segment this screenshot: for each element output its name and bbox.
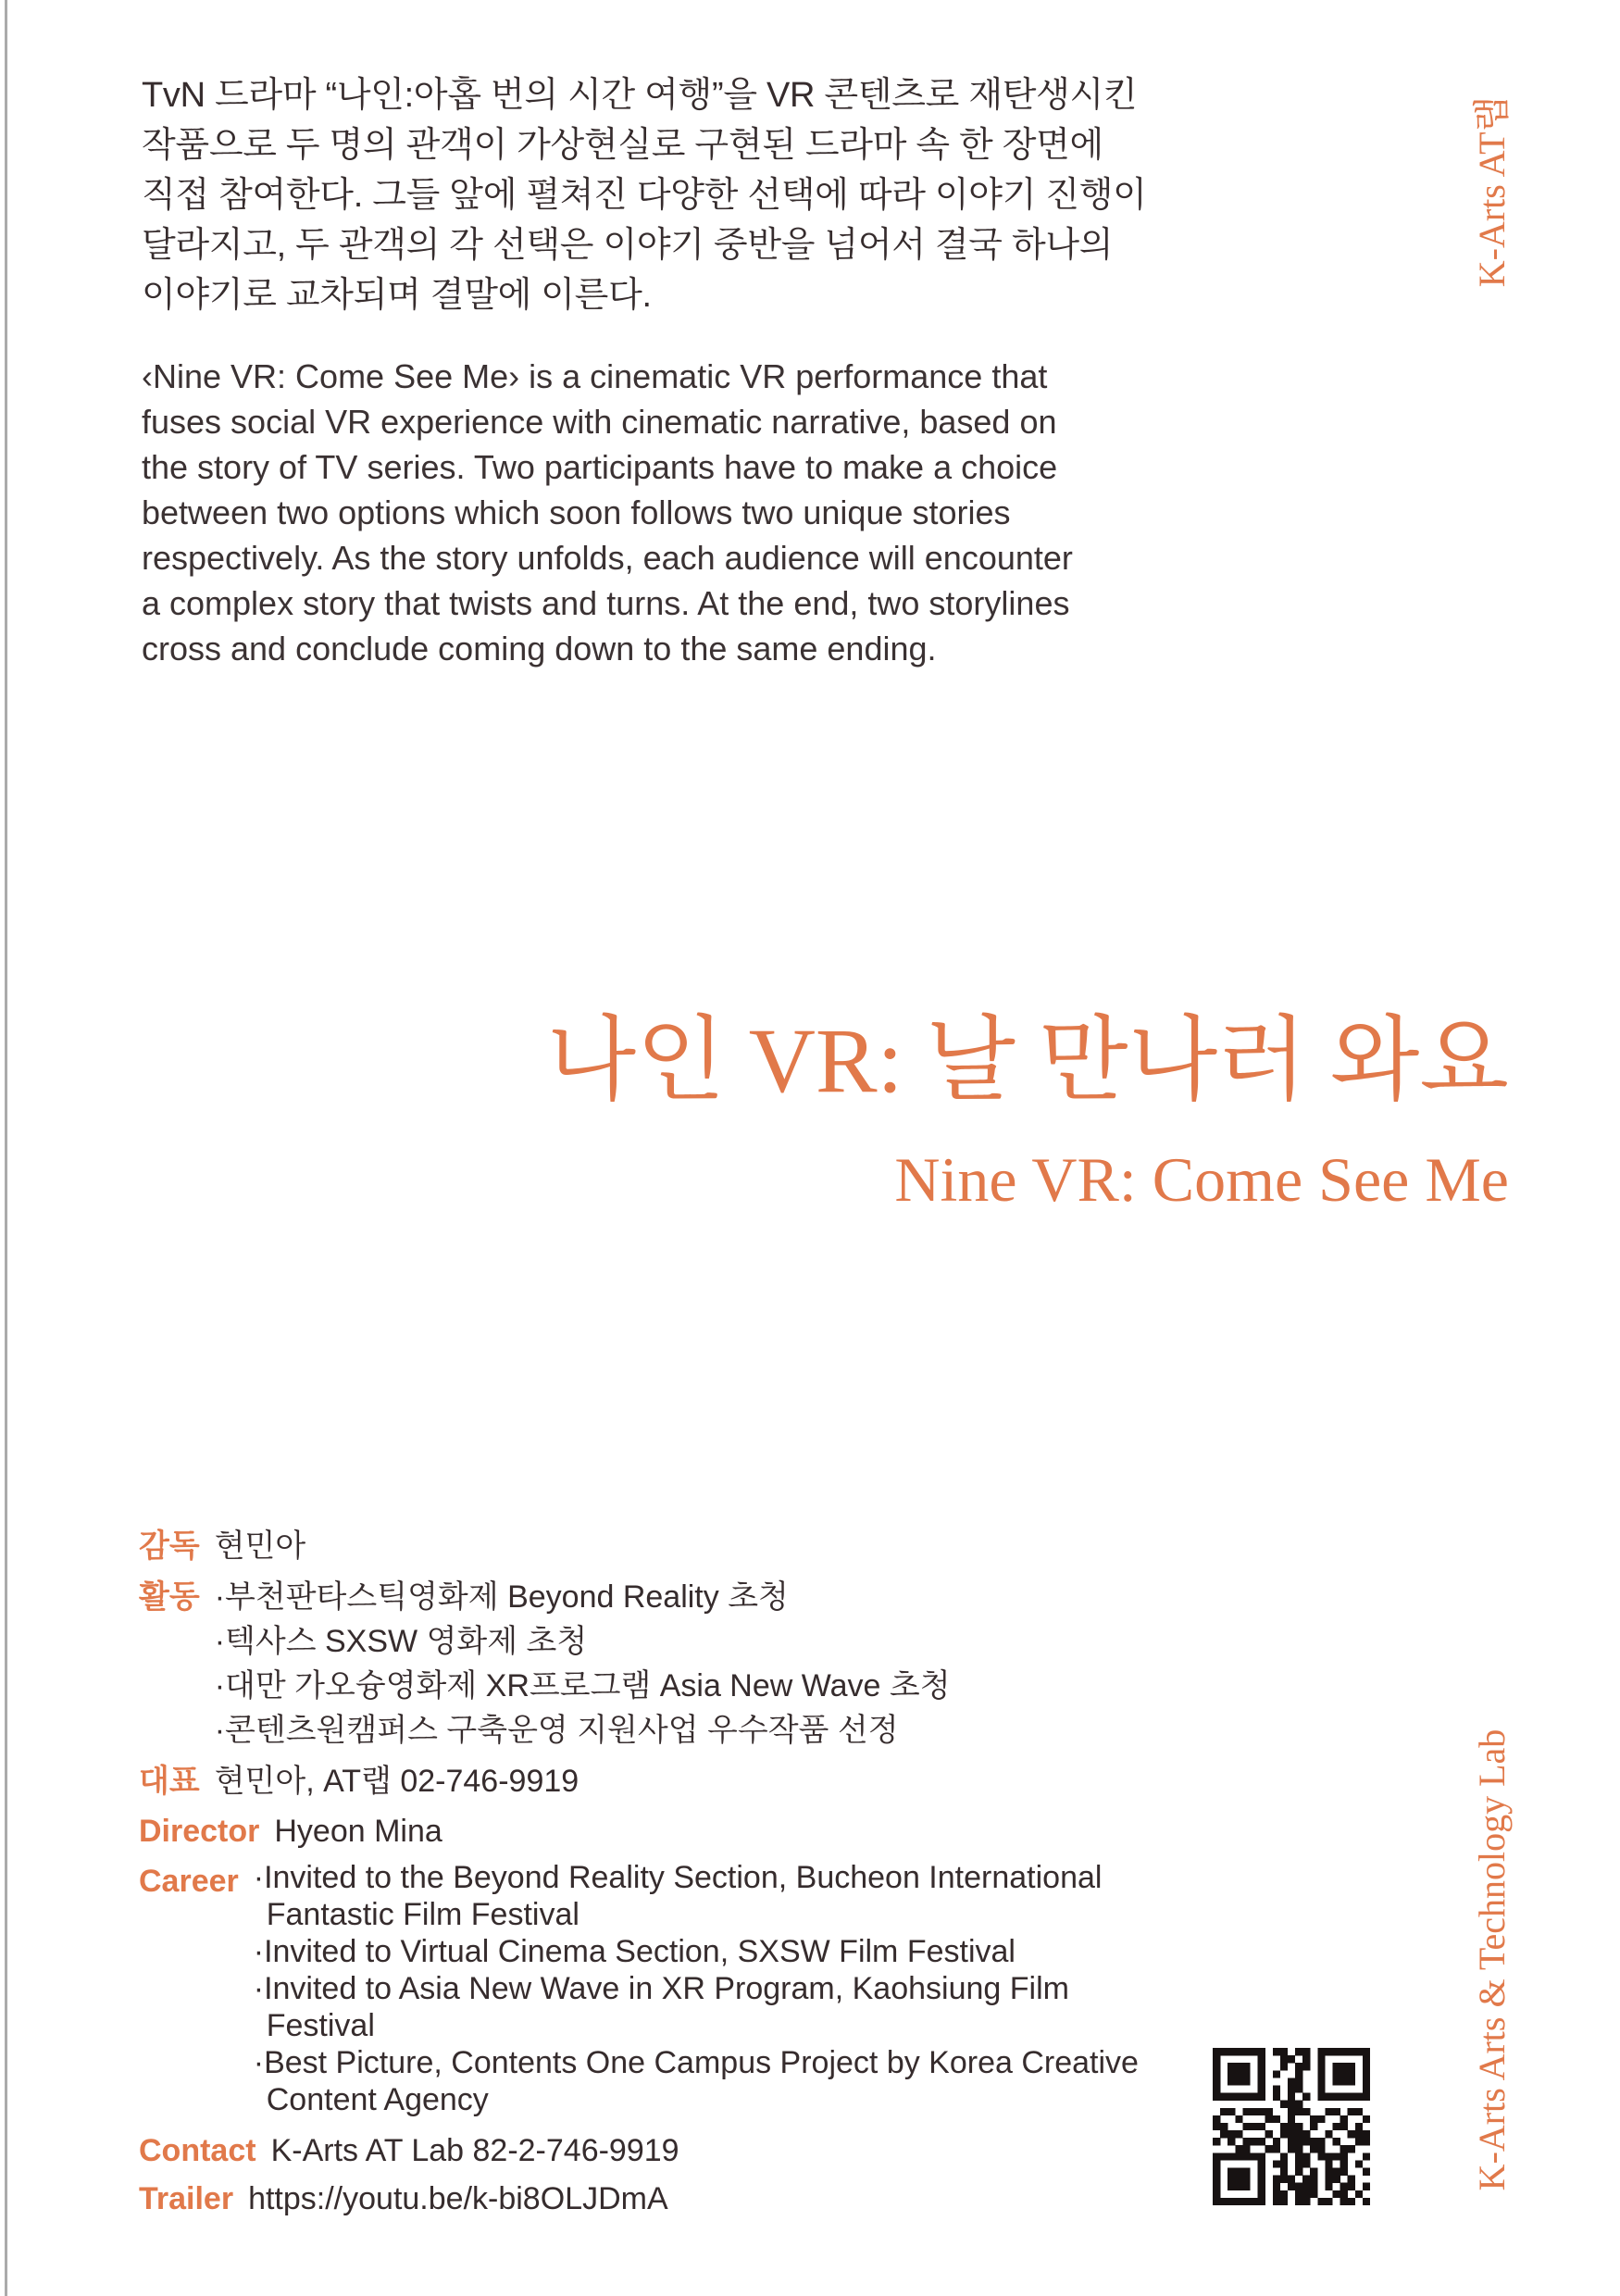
credit-line: Festival [266,2008,375,2043]
credit-value [215,1524,306,1568]
vertical-label-karts-arts-technology-lab: K-Arts Arts & Technology Lab [1471,1728,1513,2191]
left-edge-line [5,0,7,2296]
credit-line: 현민아, AT랩 02-746-9919 [214,1764,579,1799]
credit-row [139,1859,1139,2118]
credit-value [215,1575,951,1753]
credit-line: Content Agency [266,2082,489,2117]
qr-code [1213,2048,1370,2205]
credit-value [248,2177,668,2221]
main-title-english: Nine VR: Come See Me [894,1144,1509,1215]
credit-row [139,1524,951,1568]
credit-line: ·부천판타스틱영화제 Beyond Reality 초청 [214,1579,789,1615]
credit-line: ·Invited to Virtual Cinema Section, SXSW Film Festival [253,1934,1016,1969]
trailer-url[interactable]: https://youtu.be/k-bi8OLJDmA [248,2181,668,2216]
paragraph-line: TvN 드라마 “나인:아홉 번의 시간 여행”을 VR 콘텐츠로 재탄생시킨 [142,76,1138,115]
credit-label: Contact [139,2133,256,2168]
intro-paragraph-english [142,354,1073,671]
paragraph-line: 달라지고, 두 관객의 각 선택은 이야기 중반을 넘어서 결국 하나의 [142,226,1114,265]
credit-value [271,2128,679,2173]
paragraph-line: 작품으로 두 명의 관객이 가상현실로 구현된 드라마 속 한 장면에 [142,126,1103,165]
credit-line: ·Invited to the Beyond Reality Section, Bucheon International [253,1860,1103,1895]
paragraph-line: between two options which soon follows two unique stories [142,493,1011,531]
credit-row [139,2128,1139,2173]
credit-value [274,1809,442,1853]
credit-line: ·대만 가오슝영화제 XR프로그램 Asia New Wave 초청 [214,1668,951,1703]
credit-line: Fantastic Film Festival [266,1897,579,1932]
vertical-label-karts-at-lab: K-Arts AT랩 [1471,95,1513,288]
credit-label: 감독 [139,1529,200,1564]
title-block [547,1009,1510,1215]
credit-label: Trailer [139,2181,234,2216]
credits-korean [139,1524,951,1803]
credit-label: 대표 [139,1764,200,1799]
paragraph-line: 직접 참여한다. 그들 앞에 펼쳐진 다양한 선택에 따라 이야기 진행이 [142,176,1147,215]
paragraph-line: fuses social VR experience with cinematic narrative, based on [142,403,1057,441]
paragraph-line: ‹Nine VR: Come See Me› is a cinematic VR performance that [142,357,1048,395]
paragraph-line: 이야기로 교차되며 결말에 이른다. [142,276,652,315]
credit-line: Hyeon Mina [274,1814,442,1849]
credit-row [139,1759,951,1803]
paragraph-line: a complex story that twists and turns. At the end, two storylines [142,584,1070,622]
credit-value [215,1759,579,1803]
paragraph-line: cross and conclude coming down to the same ending. [142,630,937,668]
credit-value [254,1859,1139,2118]
credit-line: K-Arts AT Lab 82-2-746-9919 [270,2133,679,2168]
credit-line: ·텍사스 SXSW 영화제 초청 [214,1624,588,1659]
paragraph-line: respectively. As the story unfolds, each audience will encounter [142,539,1073,577]
credit-row [139,1809,1139,1853]
intro-paragraph-korean [142,70,1147,320]
credit-line: ·Best Picture, Contents One Campus Project by Korea Creative [253,2045,1139,2080]
credit-row [139,2177,1139,2221]
credit-row [139,1575,951,1753]
main-title-korean: 나인 VR: 날 만나러 와요 [546,1009,1509,1112]
credit-label: Director [139,1814,260,1849]
credit-line: 현민아 [214,1529,306,1564]
credit-label: Career [139,1864,239,1899]
credits-english [139,1809,1139,2221]
credit-line: ·Invited to Asia New Wave in XR Program, Kaohsiung Film [253,1971,1069,2006]
paragraph-line: the story of TV series. Two participants have to make a choice [142,448,1058,486]
credit-line: ·콘텐츠원캠퍼스 구축운영 지원사업 우수작품 선정 [214,1713,899,1748]
credit-label: 활동 [139,1579,200,1615]
